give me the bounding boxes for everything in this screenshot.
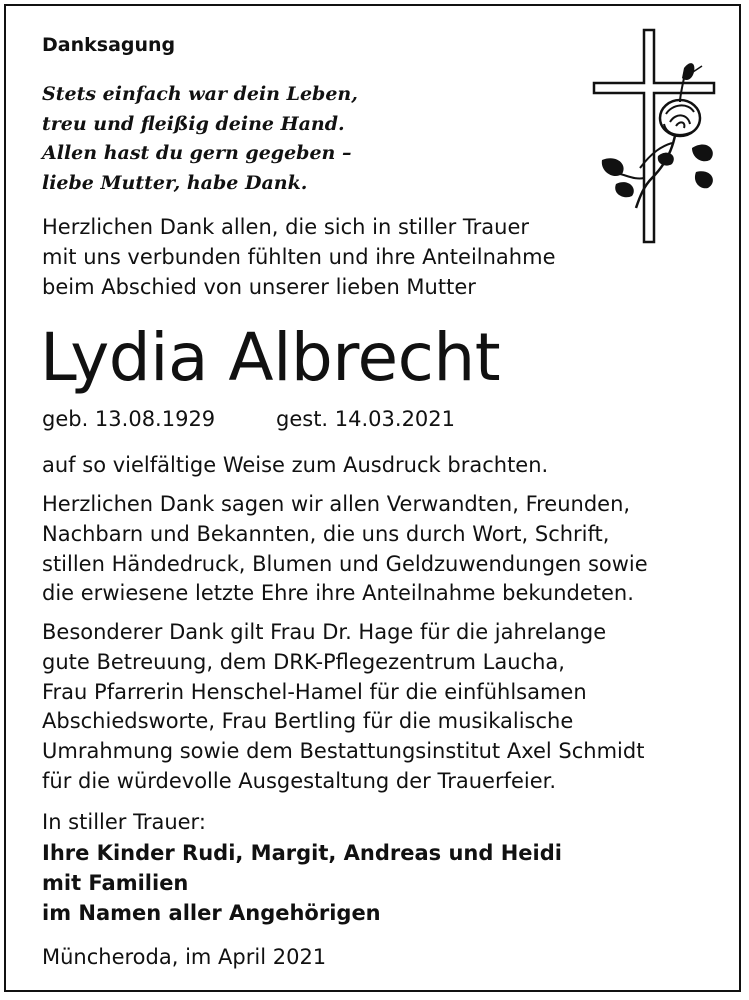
poem-line: Allen hast du gern gegeben – <box>42 142 352 164</box>
after-name-text <box>42 451 548 481</box>
after-name-line: auf so vielfältige Weise zum Ausdruck brachten. <box>42 453 549 477</box>
mourning-intro <box>42 808 206 838</box>
deceased-name: Lydia Albrecht <box>40 319 501 396</box>
mourning-intro-line: In stiller Trauer: <box>42 810 206 834</box>
thanks-paragraph <box>42 490 648 609</box>
signatory-line: Ihre Kinder Rudi, Margit, Andreas und Heidi <box>42 841 562 865</box>
special-thanks-line: Frau Pfarrerin Henschel-Hamel für die einfühlsamen <box>42 679 587 704</box>
death-date: gest. 14.03.2021 <box>276 407 456 431</box>
place-date <box>42 943 326 973</box>
special-thanks-line: für die würdevolle Ausgestaltung der Trauerfeier. <box>42 768 557 793</box>
thanks-line: die erwiesene letzte Ehre ihre Anteilnahme bekundeten. <box>42 581 634 606</box>
rose-icon <box>660 100 700 136</box>
special-thanks-line: Umrahmung sowie dem Bestattungsinstitut Axel Schmidt <box>42 739 645 764</box>
special-thanks-paragraph <box>42 618 644 797</box>
signatories <box>42 839 562 928</box>
thanks-line: stillen Händedruck, Blumen und Geldzuwendungen sowie <box>42 551 648 576</box>
thanks-line: Nachbarn und Bekannten, die uns durch Wort, Schrift, <box>42 521 610 546</box>
birth-date: geb. 13.08.1929 <box>42 407 216 431</box>
special-thanks-line: Abschiedsworte, Frau Bertling für die musikalische <box>42 709 574 734</box>
thanks-line: Herzlichen Dank sagen wir allen Verwandten, Freunden, <box>42 492 631 516</box>
cross-with-rose-icon <box>592 28 722 250</box>
notice-heading: Danksagung <box>42 34 176 56</box>
special-thanks-line: gute Betreuung, dem DRK-Pflegezentrum Laucha, <box>42 649 565 674</box>
intro-line: Herzlichen Dank allen, die sich in stiller Trauer <box>42 215 529 239</box>
signatory-line: mit Familien <box>42 870 189 895</box>
intro-line: beim Abschied von unserer lieben Mutter <box>42 274 476 299</box>
poem-line: treu und fleißig deine Hand. <box>42 112 345 135</box>
poem-line: liebe Mutter, habe Dank. <box>42 171 308 194</box>
poem <box>42 80 358 198</box>
intro-text <box>42 213 556 302</box>
signatory-line: im Namen aller Angehörigen <box>42 900 381 925</box>
special-thanks-line: Besonderer Dank gilt Frau Dr. Hage für die jahrelange <box>42 620 607 644</box>
intro-line: mit uns verbunden fühlten und ihre Anteilnahme <box>42 244 556 269</box>
poem-line: Stets einfach war dein Leben, <box>42 83 358 105</box>
place-date-line: Müncheroda, im April 2021 <box>42 945 327 969</box>
